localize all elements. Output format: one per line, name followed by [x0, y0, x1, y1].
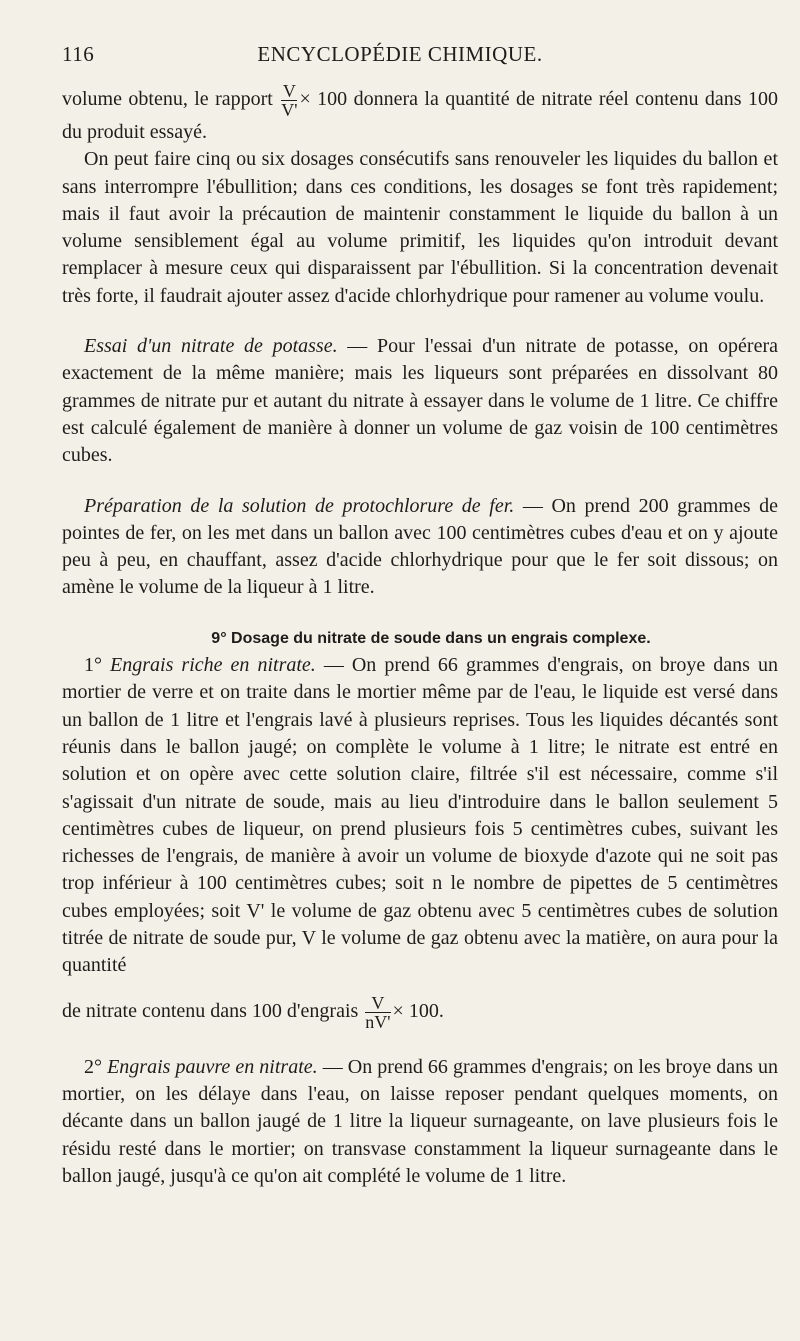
- fraction-denominator: nV': [365, 1011, 391, 1032]
- fraction-denominator: V': [281, 100, 298, 120]
- paragraph-consecutive-dosages: On peut faire cinq ou six dosages consécutifs sans renouveler les liquides du ballon et sans interrompre l'ébullition; dans ces conditions, les dosages se font très rapidement; mais il faut avoir la précaution de maintenir constamment le liquide du ballon à un volume sensiblement égal au volume primitif, les liquides qu'on introduit devant remplacer à mesure ceux qui disparaissent par l'ébullition. Si la concentration devenait très forte, il faudrait ajouter assez d'acide chlorhydrique pour ramener au volume voulu.: [62, 148, 778, 307]
- body-text: [62, 82, 778, 1190]
- fraction-numerator: V: [365, 994, 390, 1013]
- fraction-numerator: V: [282, 81, 296, 101]
- text-run: — Pour l'essai d'un nitrate de potasse, on opérera exactement de la même manière; mais les liqueurs sont préparées en dissolvant 80 grammes de nitrate pur et autant du nitrate à essayer dans le volume de 1 litre. Ce chiffre est calculé également de manière à donner un volume de gaz voisin de 100 centimètres cubes.: [62, 335, 779, 467]
- paragraph-poor-fertilizer: [62, 1054, 778, 1190]
- paragraph-ratio: [62, 82, 778, 146]
- text-run: de nitrate contenu dans 100 d'engrais: [62, 999, 364, 1022]
- fraction-v-over-vprime: [281, 82, 297, 119]
- paragraph-title: Engrais pauvre en nitrate.: [107, 1055, 318, 1078]
- running-head: [62, 36, 738, 66]
- fraction-v-over-nvprime: [365, 994, 390, 1031]
- text-run: × 100 donnera la quantité de nitrate réel contenu dans 100 du produit essayé.: [62, 88, 778, 143]
- text-run: × 100.: [392, 999, 444, 1022]
- text-run: — On prend 66 grammes d'engrais, on broye dans un mortier de verre et on traite dans le mortier même par de l'eau, le liquide est versé dans un ballon de 1 litre et l'engrais lavé à plusieurs reprises. Tous les liquides décantés sont réunis dans le ballon jaugé; on complète le volume à 1 litre; le nitrate est entré en solution et on opère avec cette solution claire, filtrée s'il est nécessaire, comme s'il s'agissait d'un nitrate de soude, mais au lieu d'introduire dans le ballon seulement 5 centimètres cubes de liqueur, on prend plusieurs fois 5 centimètres cubes, suivant les richesses de l'engrais, de manière à avoir un volume de bioxyde d'azote qui ne soit pas trop inférieur à 100 centimètres cubes; soit n le nombre de pipettes de 5 centimètres cubes employées; soit V' le volume de gaz obtenu avec 5 centimètres cubes de solution titrée de nitrate de soude pur, V le volume de gaz obtenu avec la matière, on aura pour la quantité: [62, 654, 778, 977]
- section-heading: 9° Dosage du nitrate de soude dans un engrais complexe.: [211, 629, 651, 647]
- item-number: 2°: [84, 1055, 108, 1078]
- paragraph-rich-fertilizer: [62, 652, 778, 980]
- page-number: 116: [62, 42, 95, 66]
- paragraph-title: Essai d'un nitrate de potasse.: [84, 335, 338, 358]
- text-run: volume obtenu, le rapport: [62, 88, 280, 111]
- paragraph-potash-nitrate: [62, 333, 778, 469]
- running-title: ENCYCLOPÉDIE CHIMIQUE.: [257, 42, 543, 66]
- paragraph-title: Préparation de la solution de protochlorure de fer.: [84, 494, 515, 517]
- item-number: 1°: [84, 654, 111, 677]
- text-run: — On prend 66 grammes d'engrais; on les broye dans un mortier, on les délaye dans l'eau, on laisse reposer pendant quelques moments, on décante dans un ballon jaugé de 1 litre la liqueur surnageante, on lave plusieurs fois le résidu resté dans le mortier; on transvase constamment la liqueur surnageante dans le ballon jaugé, jusqu'à ce qu'on ait complété le volume de 1 litre.: [62, 1055, 779, 1187]
- text-run: — On prend 200 grammes de pointes de fer, on les met dans un ballon avec 100 centimètres cubes d'eau et on y ajoute peu à peu, en chauffant, assez d'acide chlorhydrique pour que le fer soit dissous; on amène le volume de la liqueur à 1 litre.: [62, 494, 778, 599]
- paragraph-formula: [62, 994, 778, 1031]
- paragraph-iron-solution: [62, 493, 778, 602]
- paragraph-title: Engrais riche en nitrate.: [110, 654, 316, 677]
